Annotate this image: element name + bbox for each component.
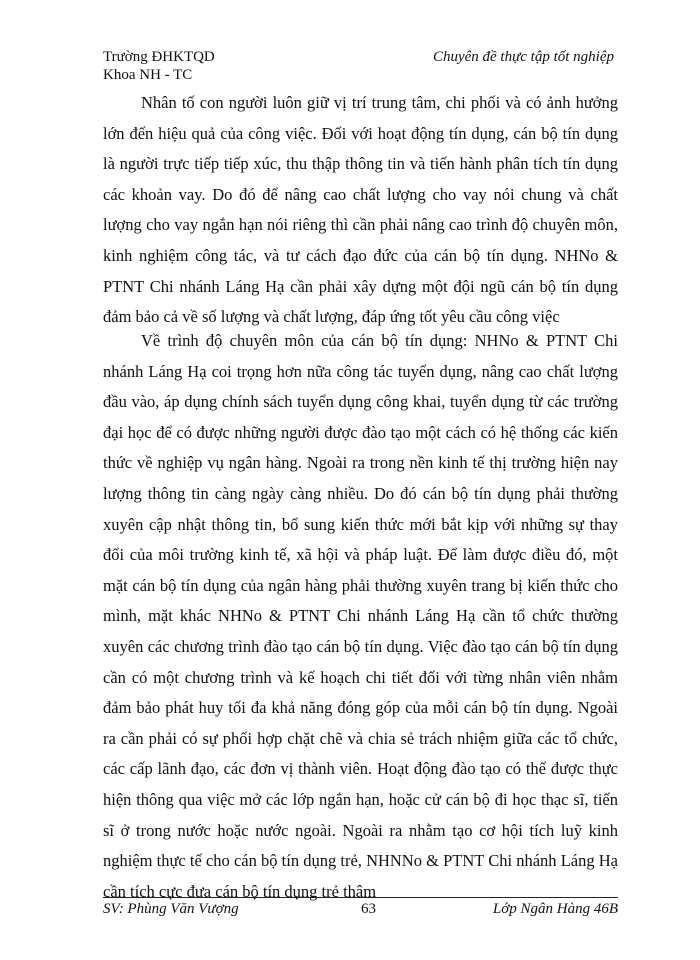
school-name: Trường ĐHKTQD	[103, 49, 215, 65]
paragraph-professional-training: Về trình độ chuyên môn của cán bộ tín dụng: NHNo & PTNT Chi nhánh Láng Hạ coi trọng hơn nữa công tác tuyển dụng, nâng cao chất lượng đầu vào, áp dụng chính sách tuyển dụng công khai, tuyển dụng từ các trường đại học để có được những người được đào tạo một cách có hệ thống các kiến thức về nghiệp vụ ngân hàng. Ngoài ra trong nền kinh tế thị trường hiện nay lượng thông tin càng ngày càng nhiều. Do đó cán bộ tín dụng phải thường xuyên cập nhật thông tin, bổ sung kiến thức mới bắt kịp với những sự thay đổi của môi trường kinh tế, xã hội và pháp luật. Để làm được điều đó, một mặt cán bộ tín dụng của ngân hàng phải thường xuyên trang bị kiến thức cho mình, mặt khác NHNo & PTNT Chi nhánh Láng Hạ cần tổ chức thường xuyên các chương trình đào tạo cán bộ tín dụng. Việc đào tạo cán bộ tín dụng cần có một chương trình và kế hoạch chi tiết đối với từng nhân viên nhằm đảm bảo phát huy tối đa khả năng đóng góp của mỗi cán bộ tín dụng. Ngoài ra cần phải có sự phối hợp chặt chẽ và chia sẻ trách nhiệm giữa các tổ chức, các cấp lãnh đạo, các đơn vị thành viên. Hoạt động đào tạo có thể được thực hiện thông qua việc mở các lớp ngắn hạn, hoặc cử cán bộ đi học thạc sĩ, tiến sĩ ở trong nước hoặc nước ngoài. Ngoài ra nhằm tạo cơ hội tích luỹ kinh nghiệm thực tế cho cán bộ tín dụng trẻ, NHNNo & PTNT Chi nhánh Láng Hạ cần tích cực đưa cán bộ tín dụng trẻ thâm	[103, 331, 618, 901]
department-name: Khoa NH - TC	[103, 67, 193, 83]
paragraph-2-block	[103, 326, 618, 907]
paragraph-human-factor: Nhân tố con người luôn giữ vị trí trung tâm, chi phối và có ảnh hưởng lớn đến hiệu quả của công việc. Đối với hoạt động tín dụng, cán bộ tín dụng là người trực tiếp tiếp xúc, thu thập thông tin và tiến hành phân tích tín dụng các khoản vay. Do đó để nâng cao chất lượng cho vay nói chung và chất lượng cho vay ngắn hạn nói riêng thì cần phải nâng cao trình độ chuyên môn, kinh nghiệm công tác, và tư cách đạo đức của cán bộ tín dụng. NHNo & PTNT Chi nhánh Láng Hạ cần phải xây dựng một đội ngũ cán bộ tín dụng đảm bảo cả về số lượng và chất lượng, đáp ứng tốt yêu cầu công việc	[103, 93, 618, 327]
paragraph-1-block	[103, 88, 618, 333]
page-number: 63	[361, 901, 376, 917]
class-name: Lớp Ngân Hàng 46B	[492, 901, 618, 917]
student-name: SV: Phùng Văn Vượng	[103, 901, 239, 917]
document-type: Chuyên đề thực tập tốt nghiệp	[432, 49, 614, 65]
footer-divider	[103, 897, 618, 898]
